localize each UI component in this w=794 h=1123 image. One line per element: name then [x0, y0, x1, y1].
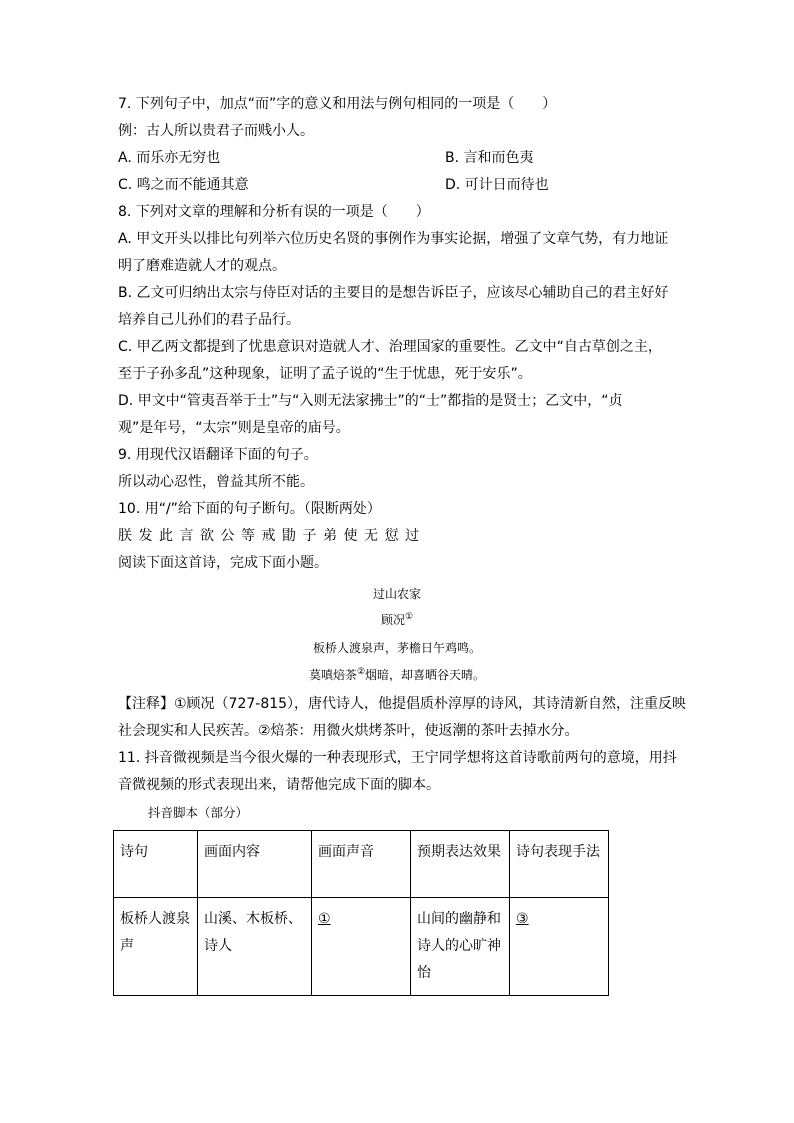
cell-scene: 山溪、木板桥、诗人: [198, 898, 312, 996]
poem-line-1: 板桥人渡泉声，茅檐日午鸡鸣。: [312, 641, 481, 655]
q8-option-d-line2: 观”是年号，“太宗”则是皇帝的庙号。: [118, 420, 350, 436]
q7-option-d: D. 可计日而待也: [445, 177, 549, 193]
poem-author-note: ①: [404, 612, 414, 622]
script-table: [113, 830, 609, 996]
table-header-row: [114, 831, 609, 898]
table-caption: 抖音脚本（部分）: [148, 805, 249, 820]
q8-option-c-line1: C. 甲乙两文都提到了忧患意识对造就人才、治理国家的重要性。乙文中“自古草创之主，: [118, 339, 662, 355]
q9-stem: 9. 用现代汉语翻译下面的句子。: [118, 447, 318, 463]
poem-title: 过山农家: [372, 587, 421, 601]
poem-line-2: [0, 666, 794, 683]
q8-option-a-line1: A. 甲文开头以排比句列举六位历史名贤的事例作为事实论据，增强了文章气势，有力地证: [118, 231, 669, 247]
q7-example: 例：古人所以贵君子而贱小人。: [118, 123, 314, 139]
reading-intro: 阅读下面这首诗，完成下面小题。: [118, 555, 328, 571]
poem-author-line: [0, 611, 794, 628]
q10-sentence: 朕发此言欲公等戒勖子弟使无愆过: [118, 528, 426, 544]
notes-line-1: 【注释】①顾况（727-815），唐代诗人，他提倡质朴淳厚的诗风，其诗清新自然，注重反映: [118, 696, 687, 712]
header-cell-sound: 画面声音: [312, 831, 411, 898]
q8-option-b-line1: B. 乙文可归纳出太宗与侍臣对话的主要目的是想告诉臣子，应该尽心辅助自己的君主好好: [118, 285, 669, 301]
poem-author: 顾况: [380, 613, 405, 627]
table-row: [114, 898, 609, 996]
poem-line-2-part-b: 烟暗，却喜晒谷天晴。: [365, 668, 486, 682]
q7-option-b: B. 言和而色夷: [445, 150, 534, 166]
header-cell-effect: 预期表达效果: [411, 831, 510, 898]
header-cell-technique: 诗句表现手法: [510, 831, 609, 898]
q7-option-c: C. 鸣之而不能通其意: [118, 177, 249, 193]
poem-line-2-part-a: 莫嗔焙茶: [308, 668, 357, 682]
q9-sentence: 所以动心忍性，曾益其所不能。: [118, 474, 314, 490]
notes-line-2: 社会现实和人民疾苦。②焙茶：用微火烘烤茶叶，使返潮的茶叶去掉水分。: [118, 723, 579, 739]
blank-marker-1: ①: [318, 911, 331, 927]
cell-effect: 山间的幽静和诗人的心旷神怡: [411, 898, 510, 996]
poem-line-2-note: ②: [356, 667, 366, 677]
q7-stem: 7. 下列句子中，加点“而”字的意义和用法与例句相同的一项是（ ）: [118, 96, 557, 112]
q10-stem: 10. 用“/”给下面的句子断句。（限断两处）: [118, 501, 381, 517]
q11-stem-line2: 音微视频的形式表现出来，请帮他完成下面的脚本。: [118, 777, 440, 793]
q8-option-d-line1: D. 甲文中“管夷吾举于士”与“入则无法家拂士”的“士”都指的是贤士；乙文中，“贞: [118, 393, 623, 409]
cell-technique-blank[interactable]: [510, 898, 609, 996]
q8-stem: 8. 下列对文章的理解和分析有误的一项是（ ）: [118, 204, 430, 220]
q8-option-a-line2: 明了磨难造就人才的观点。: [118, 258, 286, 274]
q7-option-a: A. 而乐亦无穷也: [118, 150, 221, 166]
header-cell-scene: 画面内容: [198, 831, 312, 898]
cell-poem-line: 板桥人渡泉声: [114, 898, 198, 996]
q8-option-c-line2: 至于子孙多乱”这种现象，证明了孟子说的“生于忧患，死于安乐”。: [118, 366, 532, 382]
q8-option-b-line2: 培养自己儿孙们的君子品行。: [118, 312, 300, 328]
header-cell-poem-line: 诗句: [114, 831, 198, 898]
cell-sound-blank[interactable]: [312, 898, 411, 996]
q11-stem-line1: 11. 抖音微视频是当今很火爆的一种表现形式，王宁同学想将这首诗歌前两句的意境，用抖: [118, 750, 677, 766]
blank-marker-3: ③: [516, 911, 529, 927]
